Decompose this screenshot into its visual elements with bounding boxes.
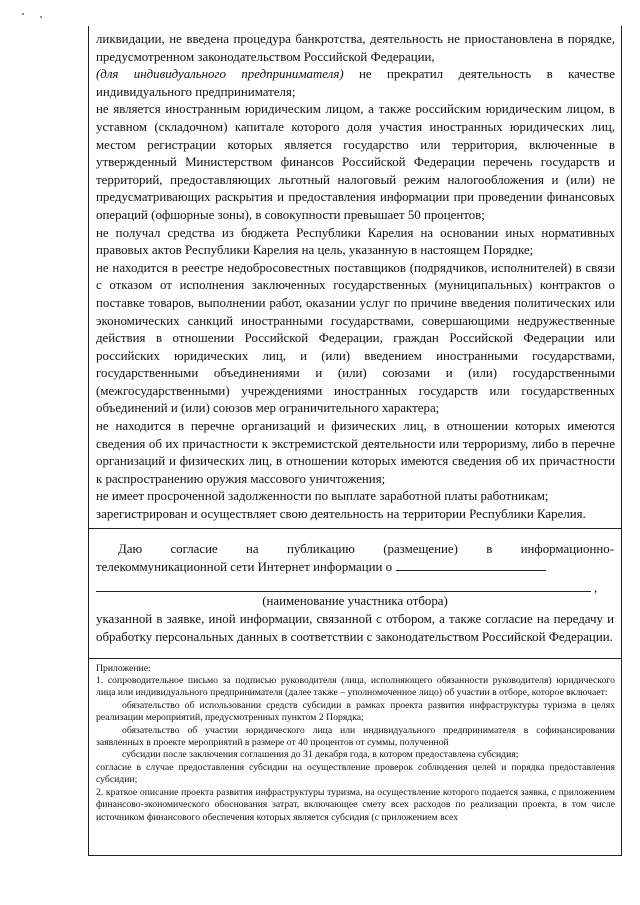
condition-registration: зарегистрирован и осуществляет свою деятельность на территории Республики Карелия. [96,507,586,522]
consent-line-2 [96,558,614,576]
participant-name-caption: (наименование участника отбора) [262,593,448,608]
appendix-section [89,659,621,856]
participant-name-field-continued[interactable] [96,577,591,592]
condition-entrepreneur-note: (для индивидуального предпринимателя) [96,67,344,82]
scan-speck [40,16,42,18]
consent-line-3 [96,577,614,595]
appendix-subitem-cofinancing: обязательство об участии юридического лица или индивидуального предпринимателя в софинансировании заявленных в проекте мероприятий в размере от 40 процентов от суммы, полученной [96,724,615,749]
appendix-subitem-inspection-consent: согласие в случае предоставления субсидии на осуществление проверок соблюдения целей и порядка предоставления субсидии; [96,761,615,786]
condition-entrepreneur-text: не прекратил деятельность в качестве индивидуального предпринимателя; [96,67,615,99]
participant-name-field[interactable] [396,558,546,571]
consent-comma: , [594,580,598,595]
condition-unfair-suppliers: не находится в реестре недобросовестных поставщиков (подрядчиков, исполнителей) в связи с отказом от исполнения заключенных государственных (муниципальных) контрактов о поставке товаров, выполнении работ, оказании услуг по причине введения политических или экономических санкций иностранными государствами, совершающими недружественные действия в отношении Российской Федерации, граждан Российской Федерации или российских юридических лиц, и (или) введением иностранными государствами, государственными объединениями и (или) союзами и (или) государственными (межгосударственными) учреждениями иностранных государств или государственных объединений и (или) союзов мер ограничительного характера; [96,260,615,416]
appendix-subitem-cofinancing-cont: субсидии после заключения соглашения до 31 декабря года, в котором предоставлена субсидия; [122,749,519,761]
appendix-item-1: 1. сопроводительное письмо за подписью руководителя (лица, исполняющего обязанности руководителя) юридического лица или индивидуального предпринимателя (далее также – уполномоченное лицо) об участии в отборе, которое включает: [96,675,615,699]
scan-speck [22,13,24,15]
appendix-subitem-obligation-use: обязательство об использовании средств субсидии в рамках проекта развития инфраструктуры туризма в целях реализации мероприятий, предусмотренных пунктом 2 Порядка; [96,699,615,724]
appendix-item-2: 2. краткое описание проекта развития инфраструктуры туризма, на осуществление которого подается заявка, с приложением финансово-экономического обоснования затрат, включающее смету всех расходов по реализации проекта, в том числе источником финансового обеспечения которых является субсидия (с приложением всех [96,786,615,823]
consent-line-1: Даю согласие на публикацию (размещение) в информационно- [118,541,614,556]
appendix-heading: Приложение: [96,662,151,674]
condition-foreign-entity: не является иностранным юридическим лицом, а также российским юридическим лицом, в уставном (складочном) капитале которого доля участия иностранных юридических лиц, местом регистрации которых является государство или территория, включенные в утвержденный Министерством финансов Российской Федерации перечень государств и территорий, предоставляющих льготный налоговый режим налогообложения и (или) не предусматривающих раскрытия и предоставления информации при проведении финансовых операций (офшорные зоны), в совокупности превышает 50 процентов; [96,102,615,222]
scan-specks [22,10,52,20]
consent-text: указанной в заявке, иной информации, связанной с отбором, а также согласие на передачу и обработку персональных данных в соответствии с законодательством Российской Федерации. [96,611,614,644]
condition-wage-arrears: не имеет просроченной задолженности по выплате заработной платы работникам; [96,489,549,504]
conditions-section [89,26,621,529]
condition-budget-funds: не получал средства из бюджета Республики Карелия на основании иных нормативных правовых актов Республики Карелия на цель, указанную в настоящем Порядке; [96,225,615,258]
condition-entrepreneur [96,66,615,101]
condition-liquidation: ликвидации, не введена процедура банкротства, деятельность не приостановлена в порядке, предусмотренном законодательством Российской Федерации, [96,32,615,64]
document-page [88,26,622,856]
consent-section [89,529,621,659]
condition-extremism-list: не находится в перечне организаций и физических лиц, в отношении которых имеются сведения об их причастности к экстремистской деятельности или терроризму, либо в перечне организаций и физических лиц, в отношении которых имеются сведения об их причастности к распространению оружия массового уничтожения; [96,419,615,486]
consent-line-2-text: телекоммуникационной сети Интернет информации о [96,559,393,574]
